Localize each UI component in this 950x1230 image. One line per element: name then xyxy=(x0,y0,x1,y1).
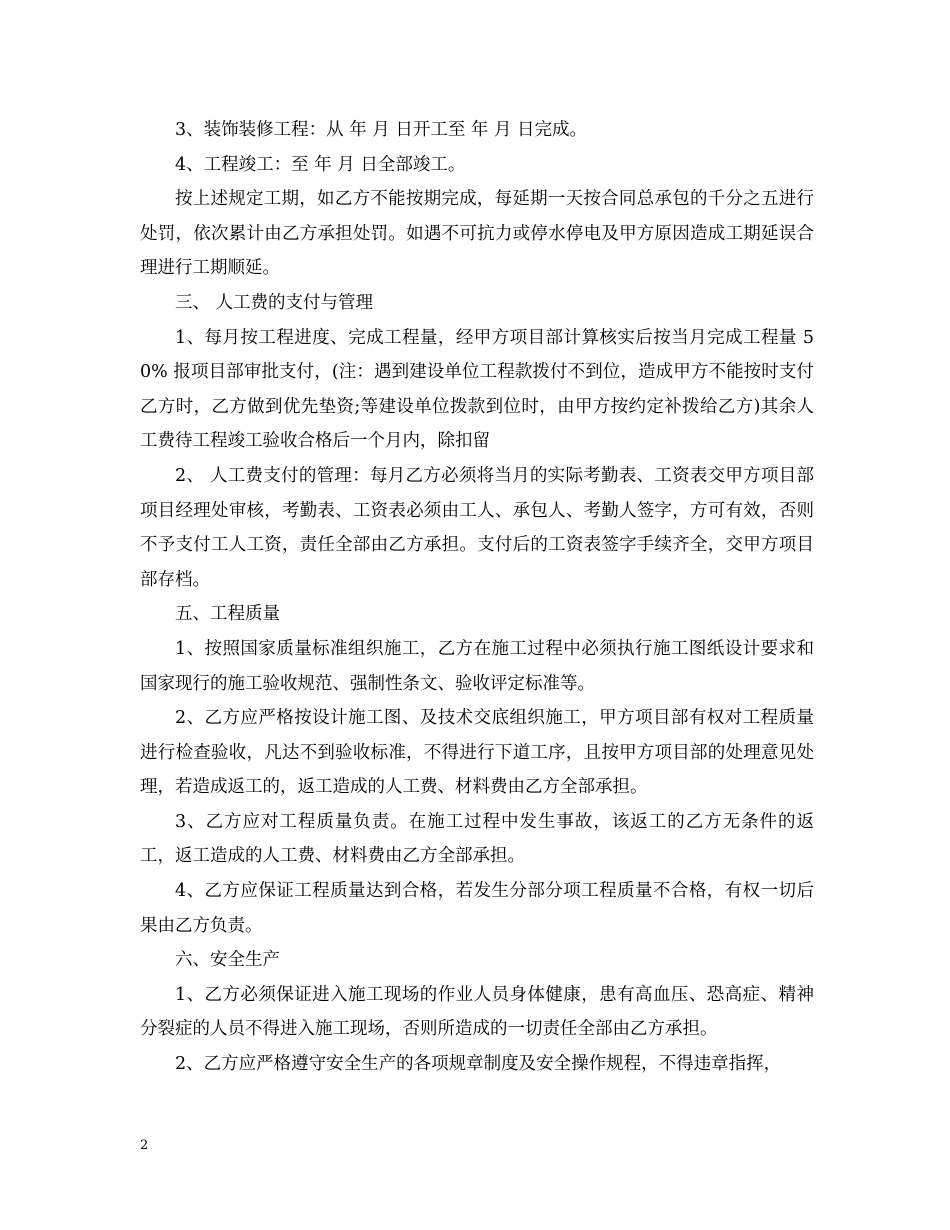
paragraph-quality-inspection: 2、乙方应严格按设计施工图、及技术交底组织施工，甲方项目部有权对工程质量进行检查验收，凡达不到验收标准，不得进行下道工序，且按甲方项目部的处理意见处理，若造成返工的，返工造成的人工费、材料费由乙方全部承担。 xyxy=(140,708,814,798)
paragraph-quality-qualified: 4、乙方应保证工程质量达到合格，若发生分部分项工程质量不合格，有权一切后果由乙方负责。 xyxy=(140,881,814,936)
paragraph-decoration-schedule: 3、装饰装修工程：从 年 月 日开工至 年 月 日完成。 xyxy=(175,120,588,140)
paragraph-payment-management: 2、 人工费支付的管理：每月乙方必须将当月的实际考勤表、工资表交甲方项目部项目经理处审核，考勤表、工资表必须由工人、承包人、考勤人签字，方可有效，否则不予支付工人工资，责任全部由乙方承担。支付后的工资表签字手续齐全，交甲方项目部存档。 xyxy=(140,465,814,590)
paragraph-quality-standards: 1、按照国家质量标准组织施工，乙方在施工过程中必须执行施工图纸设计要求和国家现行的施工验收规范、强制性条文、验收评定标准等。 xyxy=(140,638,814,694)
section-heading-quality: 五、工程质量 xyxy=(175,604,280,625)
paragraph-monthly-payment: 1、每月按工程进度、完成工程量，经甲方项目部计算核实后按当月完成工程量 50% 报项目部审批支付，(注：遇到建设单位工程款拨付不到位，造成甲方不能按时支付乙方时，乙方做到优先垫资;等建设单位拨款到位时，由甲方按约定补拨给乙方)其余人工费待工程竣工验收合格后一个月内，除扣留 xyxy=(140,327,814,452)
paragraph-quality-responsibility: 3、乙方应对工程质量负责。在施工过程中发生事故，该返工的乙方无条件的返工，返工造成的人工费、材料费由乙方全部承担。 xyxy=(140,811,814,867)
section-heading-safety: 六、安全生产 xyxy=(175,950,280,971)
page-number: 2 xyxy=(140,1138,149,1153)
paragraph-safety-rules: 2、乙方应严格遵守安全生产的各项规章制度及安全操作规程，不得违章指挥， xyxy=(175,1054,782,1075)
section-heading-labor-cost: 三、 人工费的支付与管理 xyxy=(175,292,374,313)
paragraph-delay-penalty: 按上述规定工期，如乙方不能按期完成，每延期一天按合同总承包的千分之五进行处罚，依次累计由乙方承担处罚。如遇不可抗力或停水停电及甲方原因造成工期延误合理进行工期顺延。 xyxy=(140,189,814,279)
paragraph-worker-health: 1、乙方必须保证进入施工现场的作业人员身体健康，患有高血压、恐高症、精神分裂症的人员不得进入施工现场，否则所造成的一切责任全部由乙方承担。 xyxy=(140,984,814,1040)
paragraph-completion-schedule: 4、工程竣工：至 年 月 日全部竣工。 xyxy=(175,154,466,175)
document-body xyxy=(140,113,814,1082)
